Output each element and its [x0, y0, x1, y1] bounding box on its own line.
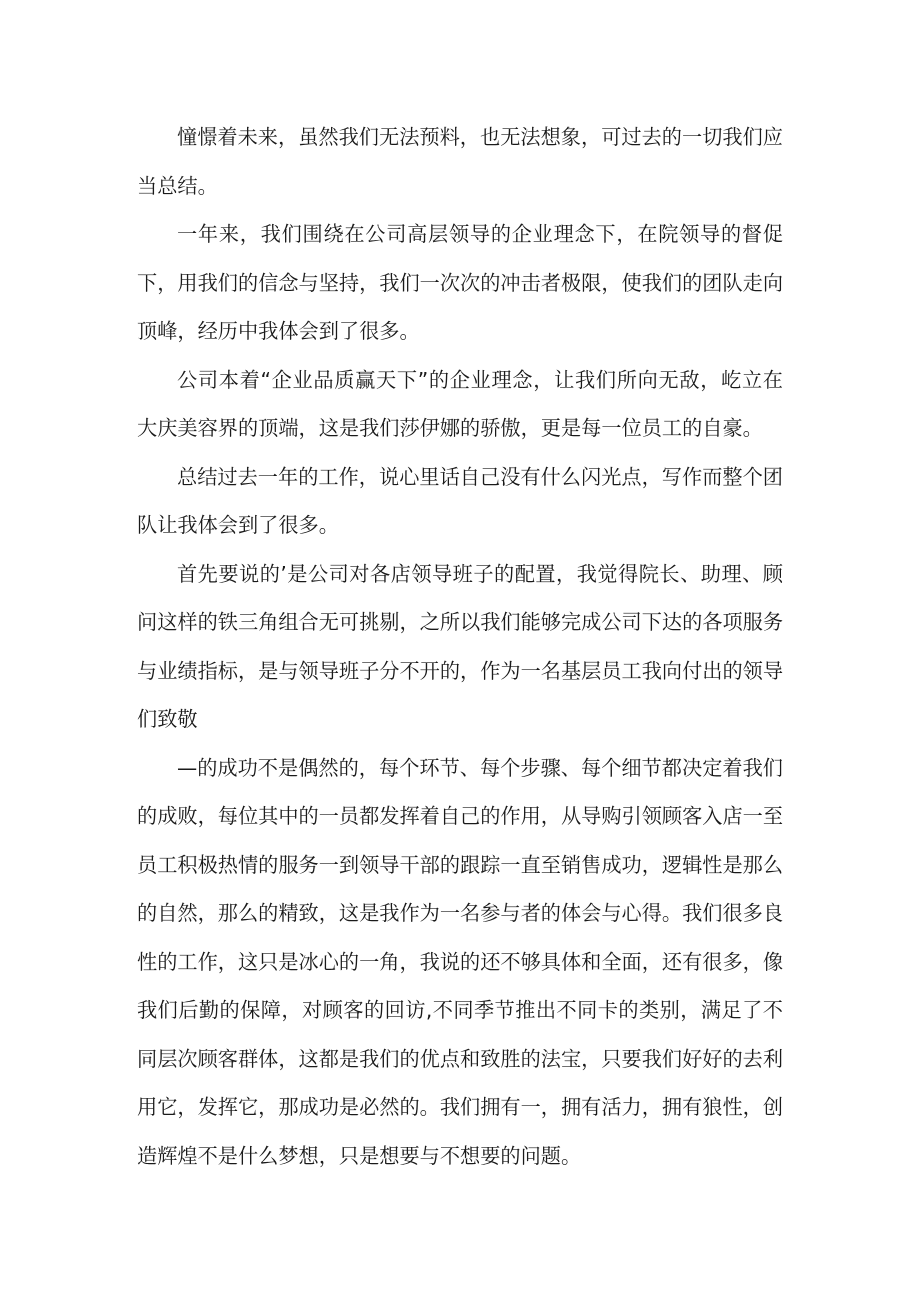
paragraph-4: 总结过去一年的工作，说心里话自己没有什么闪光点，写作而整个团队让我体会到了很多。 — [137, 464, 783, 537]
paragraph-5: 首先要说的’是公司对各店领导班子的配置，我觉得院长、助理、顾问这样的铁三角组合无可挑剔，之所以我们能够完成公司下达的各项服务与业绩指标，是与领导班子分不开的，作为一名基层员工我向付出的领导们致敬 — [137, 561, 784, 731]
paragraph-2: 一年来，我们围绕在公司高层领导的企业理念下，在院领导的督促下，用我们的信念与坚持，我们一次次的冲击者极限，使我们的团队走向顶峰，经历中我体会到了很多。 — [137, 222, 784, 343]
paragraph-1: 憧憬着未来，虽然我们无法预料，也无法想象，可过去的一切我们应当总结。 — [137, 125, 783, 198]
document-body — [137, 113, 783, 1180]
paragraph-3: 公司本着“企业品质赢天下”的企业理念，让我们所向无敌，屹立在大庆美容界的顶端，这是我们莎伊娜的骄傲，更是每一位员工的自豪。 — [137, 367, 783, 440]
paragraph-6: —的成功不是偶然的，每个环节、每个步骤、每个细节都决定着我们的成败，每位其中的一员都发挥着自己的作用，从导购引领顾客入店一至员工积极热情的服务一到领导干部的跟踪一直至销售成功，逻辑性是那么的自然，那么的精致，这是我作为一名参与者的体会与心得。我们很多良性的工作，这只是冰心的一角，我说的还不够具体和全面，还有很多，像我们后勤的保障，对顾客的回访,不同季节推出不同卡的类别，满足了不同层次顾客群体，这都是我们的优点和致胜的法宝，只要我们好好的去利用它，发挥它，那成功是必然的。我们拥有一，拥有活力，拥有狼性，创造辉煌不是什么梦想，只是想要与不想要的问题。 — [137, 755, 784, 1168]
